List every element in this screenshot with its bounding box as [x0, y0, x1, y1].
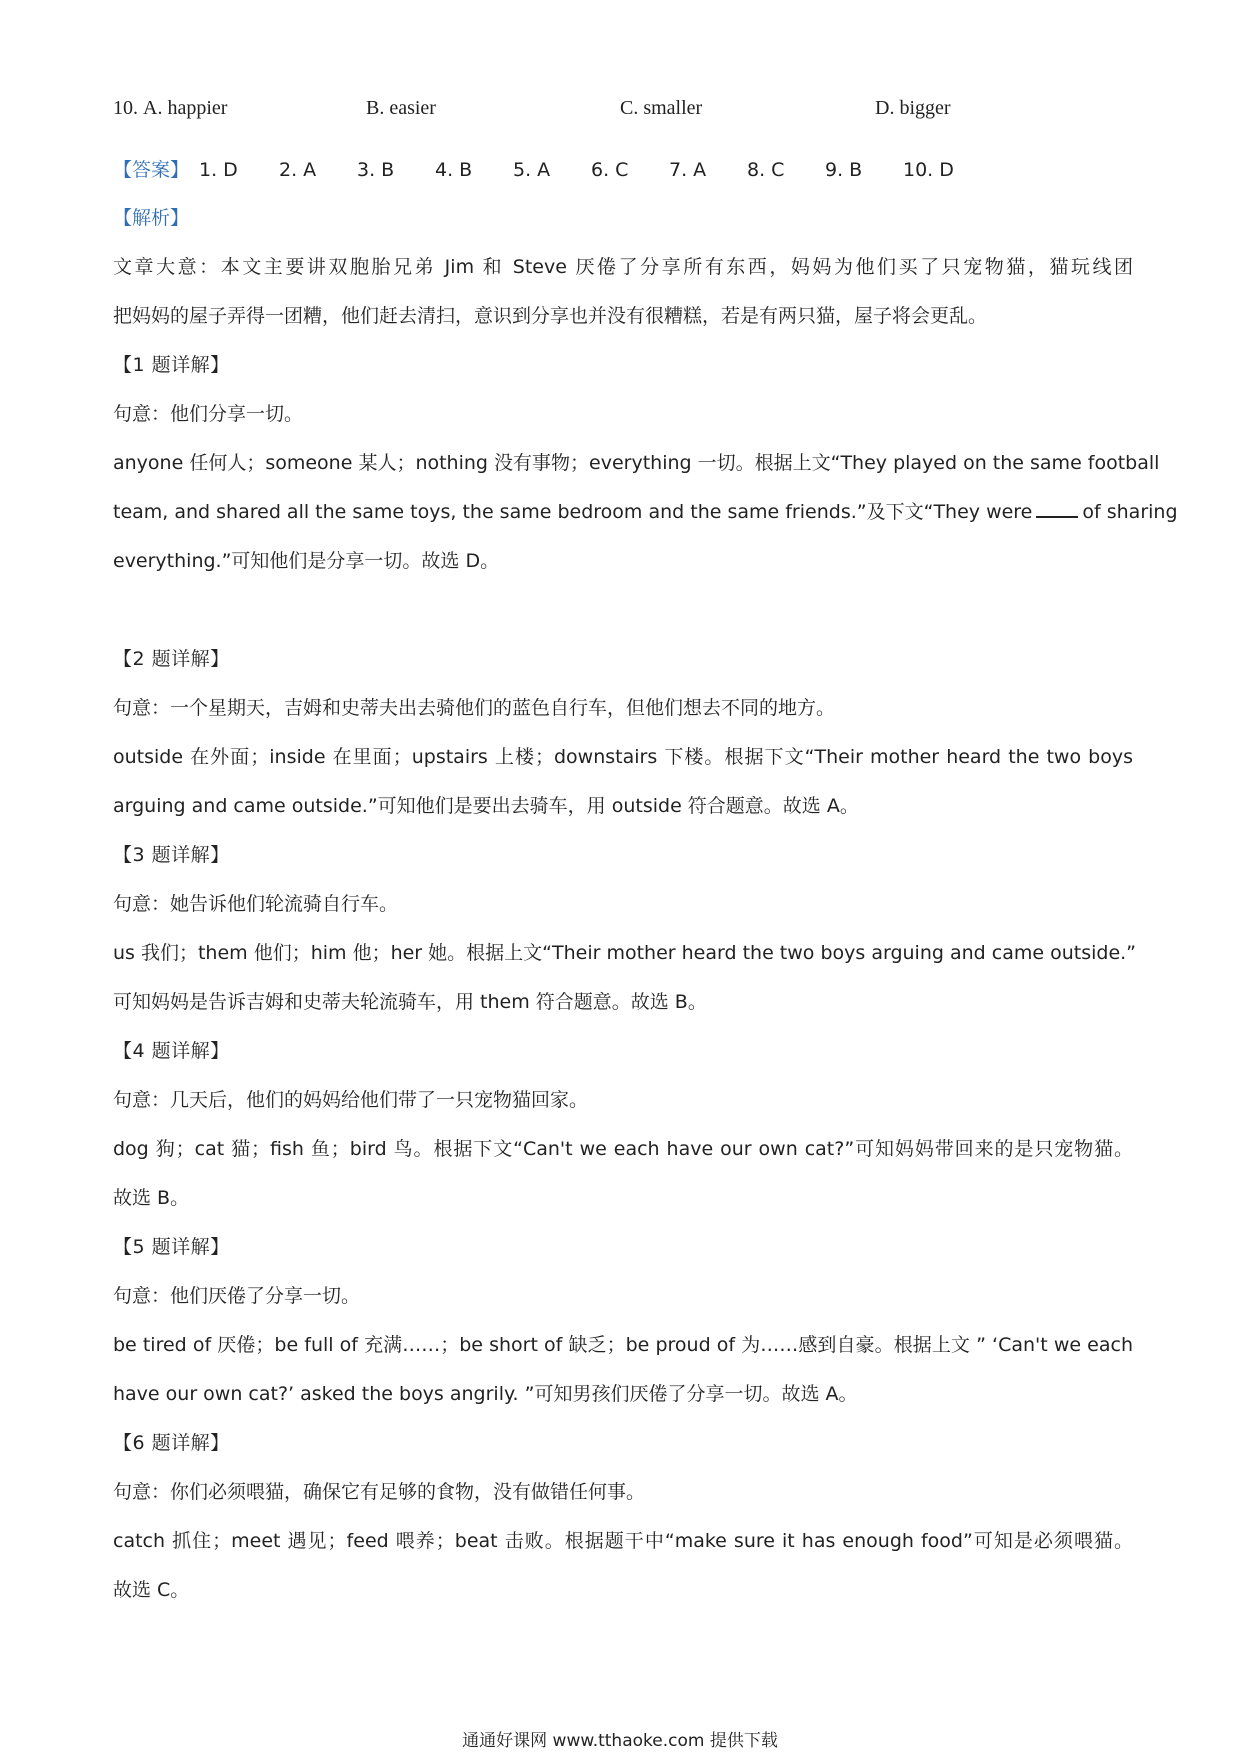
detail-1-meaning: 句意：他们分享一切。 — [113, 403, 304, 425]
answer-item: 7. A — [669, 159, 707, 181]
answer-item: 4. B — [435, 159, 473, 181]
answer-item: 8. C — [747, 159, 785, 181]
answer-tag: 【答案】 — [113, 159, 190, 181]
option-b: B. easier — [366, 97, 436, 119]
detail-1-heading: 【1 题详解】 — [113, 354, 230, 376]
detail-4-heading: 【4 题详解】 — [113, 1040, 230, 1062]
detail-2-line-2: arguing and came outside.”可知他们是要出去骑车，用 outside 符合题意。故选 A。 — [113, 795, 859, 817]
option-d: D. bigger — [875, 97, 951, 119]
detail-4-line-1: dog 狗；cat 猫；fish 鱼；bird 鸟。根据下文“Can't we each have our own cat?”可知妈妈带回来的是只宠物猫。 — [113, 1138, 1133, 1160]
detail-4-line-2: 故选 B。 — [113, 1187, 190, 1209]
detail-1-line-1: anyone 任何人；someone 某人；nothing 没有事物；everything 一切。根据上文“They played on the same football — [113, 452, 1160, 474]
answer-item: 3. B — [357, 159, 395, 181]
answer-item: 2. A — [279, 159, 317, 181]
detail-2-heading: 【2 题详解】 — [113, 648, 230, 670]
detail-5-line-1: be tired of 厌倦；be full of 充满……；be short of 缺乏；be proud of 为……感到自豪。根据上文 ” ‘Can't we each — [113, 1334, 1133, 1356]
option-c: C. smaller — [620, 97, 703, 119]
detail-1-line-2-end: of sharing — [1082, 501, 1178, 523]
detail-6-line-1: catch 抓住；meet 遇见；feed 喂养；beat 击败。根据题干中“make sure it has enough food”可知是必须喂猫。 — [113, 1530, 1133, 1552]
detail-5-meaning: 句意：他们厌倦了分享一切。 — [113, 1285, 361, 1307]
answer-item: 9. B — [825, 159, 863, 181]
detail-3-line-1: us 我们；them 他们；him 他；her 她。根据上文“Their mother heard the two boys arguing and came outside.” — [113, 942, 1137, 964]
answer-blank — [1036, 498, 1078, 518]
detail-6-meaning: 句意：你们必须喂猫，确保它有足够的食物，没有做错任何事。 — [113, 1481, 646, 1503]
summary-line-2: 把妈妈的屋子弄得一团糟，他们赶去清扫，意识到分享也并没有很糟糕，若是有两只猫，屋子将会更乱。 — [113, 305, 988, 327]
detail-2-meaning: 句意：一个星期天，吉姆和史蒂夫出去骑他们的蓝色自行车，但他们想去不同的地方。 — [113, 697, 836, 719]
answer-item: 6. C — [591, 159, 629, 181]
detail-1-line-2 — [113, 498, 1178, 526]
detail-1-line-2-start: team, and shared all the same toys, the same bedroom and the same friends.”及下文“They were — [113, 501, 1033, 523]
analysis-tag: 【解析】 — [113, 207, 190, 229]
question-10-number: 10. — [113, 97, 138, 119]
page-footer: 通通好课网 www.tthaoke.com 提供下载 — [462, 1731, 778, 1751]
detail-3-line-2: 可知妈妈是告诉吉姆和史蒂夫轮流骑车，用 them 符合题意。故选 B。 — [113, 991, 707, 1013]
detail-5-heading: 【5 题详解】 — [113, 1236, 230, 1258]
detail-3-heading: 【3 题详解】 — [113, 844, 230, 866]
summary-line-1: 文章大意：本文主要讲双胞胎兄弟 Jim 和 Steve 厌倦了分享所有东西，妈妈为他们买了只宠物猫，猫玩线团 — [113, 256, 1133, 278]
answer-item: 10. D — [903, 159, 954, 181]
detail-1-line-3: everything.”可知他们是分享一切。故选 D。 — [113, 550, 500, 572]
answer-item: 5. A — [513, 159, 551, 181]
detail-5-line-2: have our own cat?’ asked the boys angrily. ”可知男孩们厌倦了分享一切。故选 A。 — [113, 1383, 858, 1405]
option-a: A. happier — [143, 97, 228, 119]
detail-3-meaning: 句意：她告诉他们轮流骑自行车。 — [113, 893, 399, 915]
detail-6-line-2: 故选 C。 — [113, 1579, 190, 1601]
detail-2-line-1: outside 在外面；inside 在里面；upstairs 上楼；downstairs 下楼。根据下文“Their mother heard the two boys — [113, 746, 1133, 768]
answer-item: 1. D — [199, 159, 238, 181]
detail-6-heading: 【6 题详解】 — [113, 1432, 230, 1454]
detail-4-meaning: 句意：几天后，他们的妈妈给他们带了一只宠物猫回家。 — [113, 1089, 589, 1111]
